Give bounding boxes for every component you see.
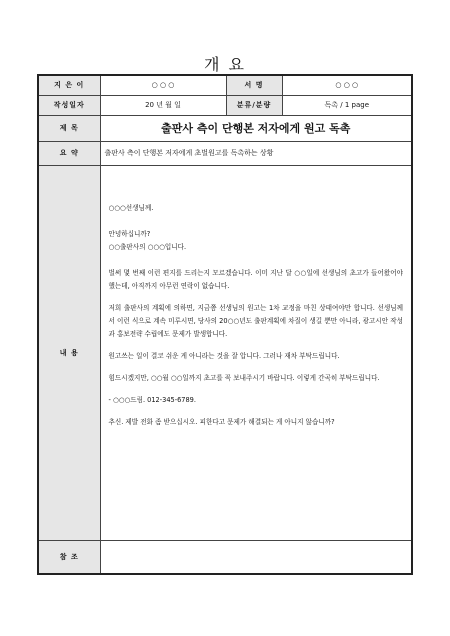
date-value[interactable]: 20 년 월 일 bbox=[100, 95, 226, 115]
summary-label: 요 약 bbox=[38, 141, 100, 165]
letter-paragraph-4: 힘드시겠지만, ○○월 ○○일까지 초고를 꼭 보내주시기 바랍니다. 이렇게 간곡히 부탁드립니다. bbox=[108, 373, 380, 382]
subject-label: 제 목 bbox=[38, 115, 100, 141]
letter-paragraph-2: 저희 출판사의 계획에 의하면, 지금쯤 선생님의 원고는 1차 교정을 마친 상태여야만 합니다. 선생님께서 이런 식으로 계속 미루시면, 당사의 20○○년도 출판계획에 차질이 생길 뿐만 아니라, 광고시안 작성과 홍보전략 수립에도 문제가 발생합니다. bbox=[108, 303, 403, 338]
content-label: 내 용 bbox=[38, 165, 100, 540]
author-value[interactable]: ○ ○ ○ bbox=[100, 75, 226, 95]
letter-greeting: ○○○선생님께. bbox=[108, 203, 154, 212]
summary-value[interactable]: 출판사 측이 단행본 저자에게 초벌원고를 독촉하는 상황 bbox=[100, 141, 412, 165]
letter-sign: - ○○○드림. 012-345-6789. bbox=[108, 395, 196, 404]
signature-label: 서 명 bbox=[226, 75, 282, 95]
reference-value[interactable] bbox=[100, 540, 412, 574]
letter-paragraph-3: 원고쓰는 일이 결코 쉬운 게 아니라는 것을 잘 압니다. 그러나 재차 부탁드립니다. bbox=[108, 351, 340, 360]
page-title: 개 요 bbox=[204, 55, 246, 74]
category-label: 분류/분량 bbox=[226, 95, 282, 115]
content-value[interactable] bbox=[100, 165, 412, 540]
letter-postscript: 추신. 제발 전화 좀 받으십시오. 피한다고 문제가 해결되는 게 아니지 않습니까? bbox=[108, 417, 335, 426]
category-value[interactable]: 독촉 / 1 page bbox=[282, 95, 412, 115]
reference-label: 참 조 bbox=[38, 540, 100, 574]
signature-value[interactable]: ○ ○ ○ bbox=[282, 75, 412, 95]
author-label: 지 은 이 bbox=[38, 75, 100, 95]
letter-intro-2: ○○출판사의 ○○○입니다. bbox=[108, 242, 187, 251]
letter-paragraph-1: 벌써 몇 번째 이런 편지를 드리는지 모르겠습니다. 이미 지난 달 ○○일에 선생님의 초고가 들어왔어야 했는데, 아직까지 아무런 연락이 없습니다. bbox=[108, 268, 403, 290]
date-label: 작성일자 bbox=[38, 95, 100, 115]
summary-form bbox=[37, 74, 413, 575]
subject-value[interactable]: 출판사 측이 단행본 저자에게 원고 독촉 bbox=[100, 115, 412, 141]
letter-intro-1: 안녕하십니까? bbox=[108, 229, 151, 238]
